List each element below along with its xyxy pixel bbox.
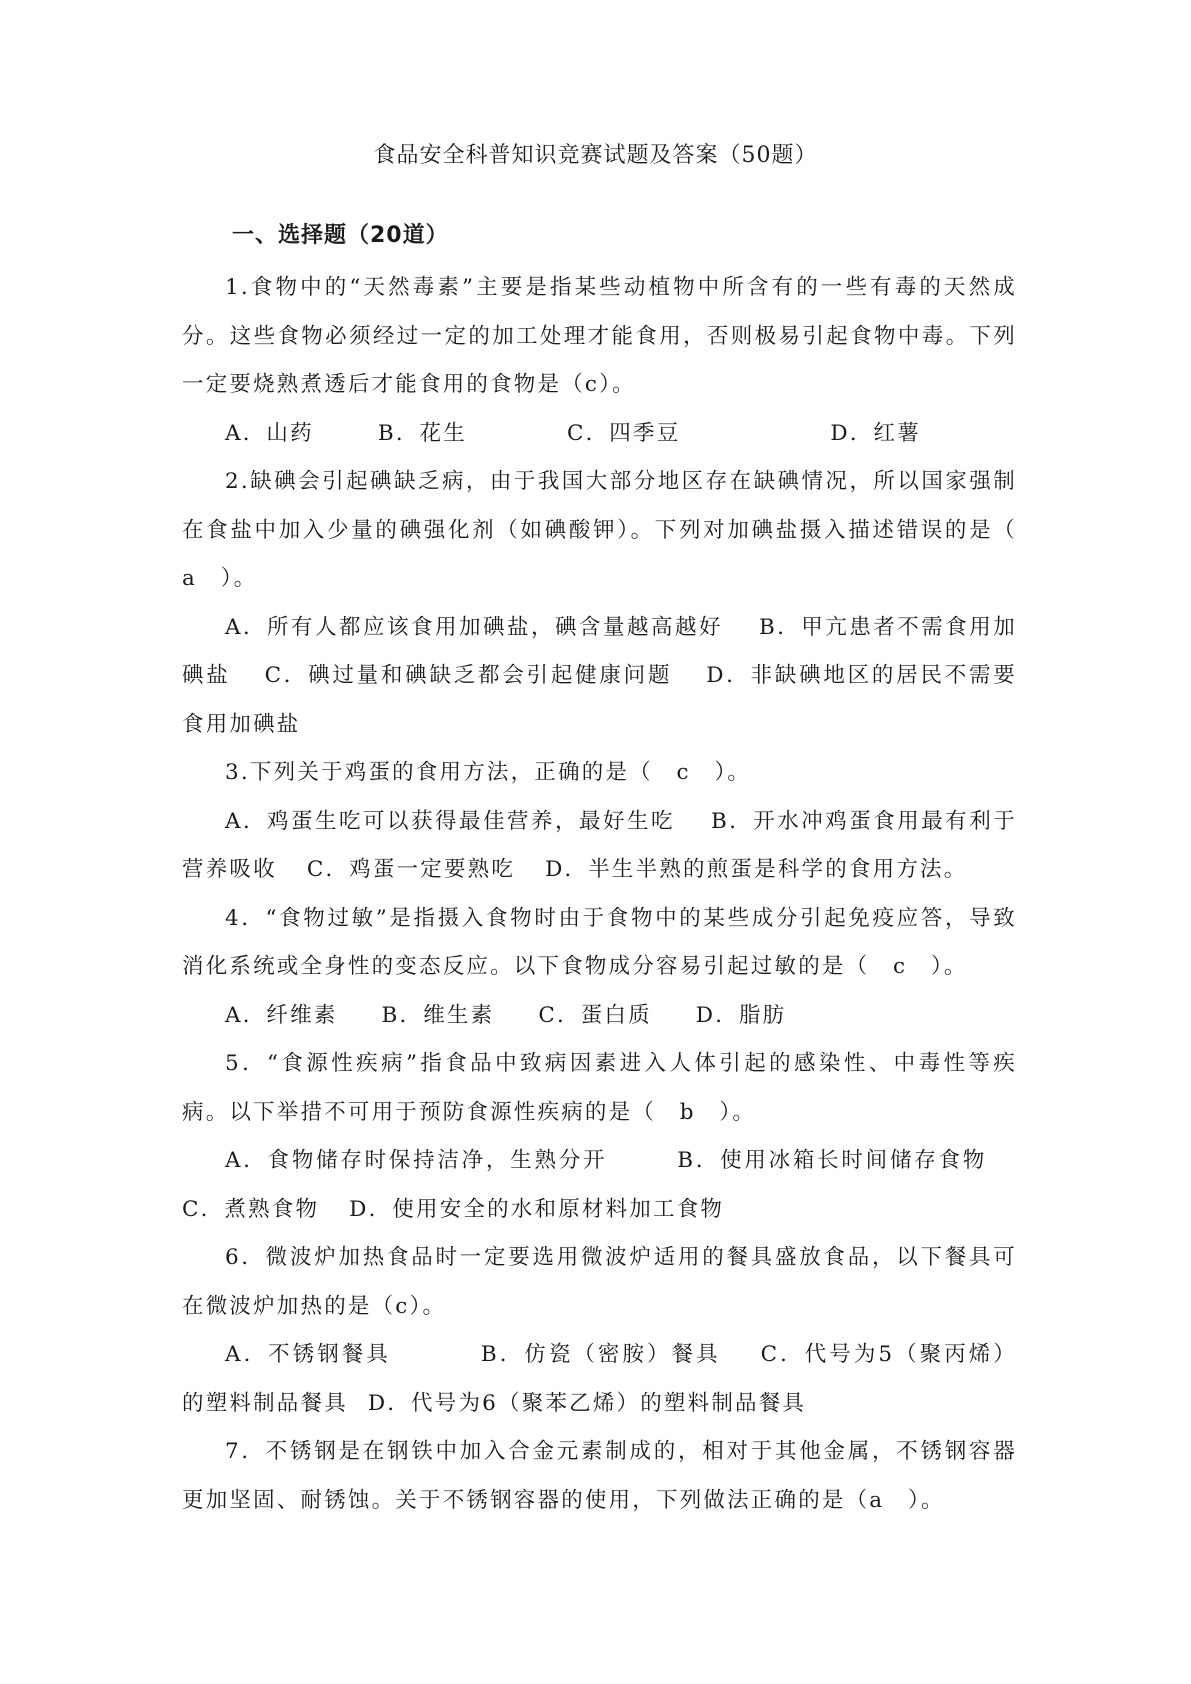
option-d: D．脂肪 bbox=[695, 1002, 787, 1028]
question-7: 7．不锈钢是在钢铁中加入合金元素制成的，相对于其他金属，不锈钢容器更加坚固、耐锈蚀。关于不锈钢容器的使用，下列做法正确的是（a ）。 bbox=[182, 1439, 1017, 1513]
option-a: A．不锈钢餐具 bbox=[225, 1342, 391, 1367]
question-6: 6．微波炉加热食品时一定要选用微波炉适用的餐具盛放食品，以下餐具可在微波炉加热的是（c）。 bbox=[182, 1245, 1017, 1319]
question-3: 3.下列关于鸡蛋的食用方法，正确的是（ c ）。 bbox=[225, 760, 752, 785]
question-list bbox=[182, 264, 1041, 1525]
option-d: D．使用安全的水和原材料加工食物 bbox=[349, 1196, 725, 1222]
option-b: B．开水冲鸡蛋食用最有利于营养吸收 bbox=[182, 808, 1017, 882]
option-a: A．所有人都应该食用加碘盐，碘含量越高越好 bbox=[225, 614, 723, 640]
option-c: C．煮熟食物 bbox=[182, 1196, 320, 1222]
option-b: B．使用冰箱长时间储存食物 bbox=[677, 1148, 988, 1173]
option-c: C．蛋白质 bbox=[538, 1002, 652, 1028]
document-title: 食品安全科普知识竞赛试题及答案（50题） bbox=[373, 143, 818, 168]
question-3-options bbox=[182, 798, 1017, 895]
option-d: D．半生半熟的煎蛋是科学的食用方法。 bbox=[545, 857, 968, 882]
question-4-options bbox=[182, 992, 1017, 1041]
option-a: A．食物储存时保持洁净，生熟分开 bbox=[225, 1148, 608, 1173]
option-a: A．纤维素 bbox=[225, 1002, 338, 1028]
option-c: C．代号为5（聚丙烯）的塑料制品餐具 bbox=[182, 1342, 1017, 1416]
question-5-options bbox=[182, 1137, 1017, 1234]
option-b: B．维生素 bbox=[381, 1002, 495, 1028]
option-b: B．花生 bbox=[377, 420, 467, 446]
question-2: 2.缺碘会引起碘缺乏病，由于我国大部分地区存在缺碘情况，所以国家强制在食盐中加入少量的碘强化剂（如碘酸钾）。下列对加碘盐摄入描述错误的是（ a ）。 bbox=[182, 469, 1041, 591]
option-d: D．红薯 bbox=[830, 420, 921, 446]
section-heading: 一、选择题（20道） bbox=[232, 223, 449, 248]
option-b: B．仿瓷（密胺）餐具 bbox=[480, 1342, 721, 1367]
option-a: A．山药 bbox=[225, 420, 314, 446]
option-d: D．非缺碘地区的居民不需要食用加碘盐 bbox=[182, 663, 1017, 737]
question-1-options bbox=[182, 410, 1017, 459]
option-d: D．代号为6（聚苯乙烯）的塑料制品餐具 bbox=[367, 1390, 807, 1416]
question-4: 4．“食物过敏”是指摄入食物时由于食物中的某些成分引起免疫应答，导致消化系统或全身性的变态反应。以下食物成分容易引起过敏的是（ c ）。 bbox=[182, 905, 1017, 979]
option-c: C．碘过量和碘缺乏都会引起健康问题 bbox=[264, 663, 673, 688]
question-6-options bbox=[182, 1331, 1017, 1428]
option-b: B．甲亢患者不需食用加碘盐 bbox=[182, 614, 1017, 688]
question-2-options bbox=[182, 604, 1017, 750]
question-5: 5．“食源性疾病”指食品中致病因素进入人体引起的感染性、中毒性等疾病。以下举措不可用于预防食源性疾病的是（ b ）。 bbox=[182, 1051, 1017, 1125]
question-1: 1.食物中的“天然毒素”主要是指某些动植物中所含有的一些有毒的天然成分。这些食物必须经过一定的加工处理才能食用，否则极易引起食物中毒。下列一定要烧熟煮透后才能食用的食物是（c）。 bbox=[182, 275, 1017, 397]
option-c: C．四季豆 bbox=[566, 420, 681, 446]
option-a: A．鸡蛋生吃可以获得最佳营养，最好生吃 bbox=[225, 808, 675, 834]
option-c: C．鸡蛋一定要熟吃 bbox=[306, 857, 516, 882]
